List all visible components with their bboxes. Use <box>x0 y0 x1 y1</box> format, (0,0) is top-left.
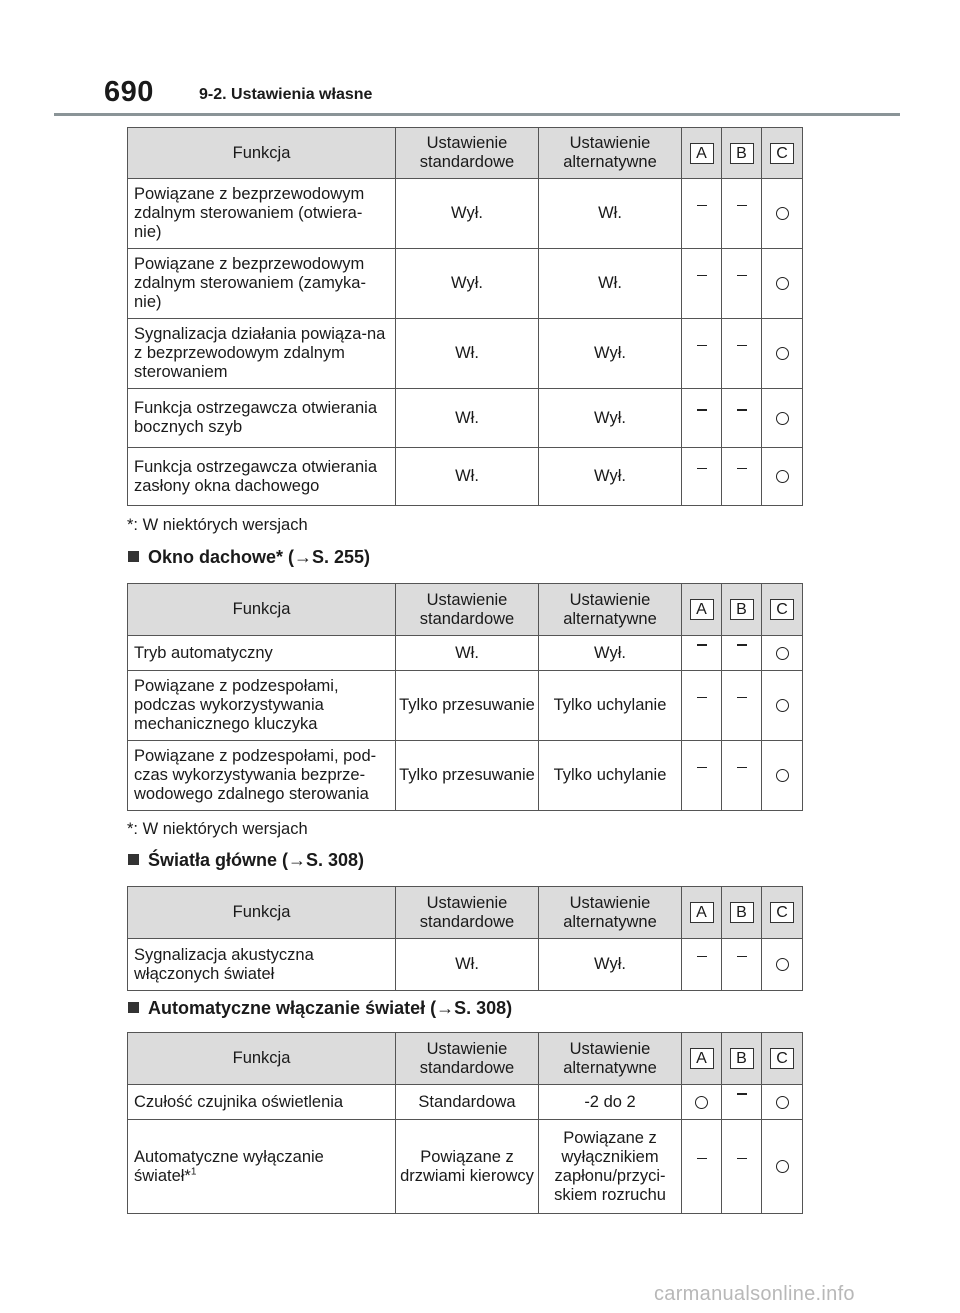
label-a-box: A <box>690 143 714 164</box>
cell-b <box>722 636 762 671</box>
footnote-versions: *: W niektórych wersjach <box>127 516 308 534</box>
col-header-default: Ustawienie standardowe <box>396 128 539 179</box>
col-header-function: Funkcja <box>128 584 396 636</box>
circle-symbol <box>776 1160 789 1173</box>
dash-symbol <box>737 1093 747 1095</box>
cell-c <box>762 671 803 741</box>
table-row <box>128 1120 803 1214</box>
dash-symbol <box>737 767 747 769</box>
header-divider <box>54 113 900 116</box>
cell-a <box>682 636 722 671</box>
cell-a <box>682 1085 722 1120</box>
cell-c <box>762 1120 803 1214</box>
cell-default: Standardowa <box>396 1085 539 1120</box>
cell-a <box>682 249 722 319</box>
cell-b <box>722 671 762 741</box>
cell-alternative: Tylko uchylanie <box>539 671 682 741</box>
circle-symbol <box>776 277 789 290</box>
circle-symbol <box>776 1096 789 1109</box>
heading-text: Okno dachowe* (→S. 255) <box>148 547 371 567</box>
table-header-row <box>128 887 803 939</box>
watermark: carmanualsonline.info <box>654 1283 855 1305</box>
cell-function: Funkcja ostrzegawcza otwierania bocznych szyb <box>128 389 396 448</box>
circle-symbol <box>776 769 789 782</box>
cell-c <box>762 939 803 991</box>
col-header-alternative: Ustawienie alternatywne <box>539 128 682 179</box>
cell-function: Powiązane z podzespołami, podczas wykorzystywania mechanicznego kluczyka <box>128 671 396 741</box>
cell-default: Wł. <box>396 939 539 991</box>
cell-alternative: Powiązane z wyłącznikiem zapłonu/przyci-skiem rozruchu <box>539 1120 682 1214</box>
col-header-function: Funkcja <box>128 1033 396 1085</box>
cell-a <box>682 389 722 448</box>
footnote-marker: 1 <box>190 1166 197 1177</box>
cell-a <box>682 1120 722 1214</box>
page-number: 690 <box>104 76 154 108</box>
square-bullet-icon <box>128 551 139 562</box>
cell-function: Funkcja ostrzegawcza otwierania zasłony okna dachowego <box>128 448 396 506</box>
table-row <box>128 448 803 506</box>
col-header-default: Ustawienie standardowe <box>396 584 539 636</box>
table-header-row <box>128 584 803 636</box>
dash-symbol <box>697 767 707 769</box>
dash-symbol <box>697 956 707 958</box>
col-header-c <box>762 128 803 179</box>
section-heading-sunroof <box>128 547 370 568</box>
heading-text: Automatyczne włączanie świateł (→S. 308) <box>148 998 513 1018</box>
cell-default: Wył. <box>396 249 539 319</box>
section-heading-headlights <box>128 850 364 871</box>
settings-table-keyless <box>127 127 803 506</box>
cell-a <box>682 741 722 811</box>
col-header-alternative: Ustawienie alternatywne <box>539 584 682 636</box>
settings-table-sunroof <box>127 583 803 811</box>
page-header <box>0 0 960 120</box>
settings-table-auto-lights <box>127 1032 803 1214</box>
cell-alternative: Tylko uchylanie <box>539 741 682 811</box>
table-header-row <box>128 1033 803 1085</box>
cell-b <box>722 939 762 991</box>
dash-symbol <box>737 409 747 411</box>
cell-function: Powiązane z bezprzewodowym zdalnym sterowaniem (otwiera-nie) <box>128 179 396 249</box>
col-header-b <box>722 584 762 636</box>
table-row <box>128 389 803 448</box>
label-a-box: A <box>690 599 714 620</box>
cell-b <box>722 179 762 249</box>
cell-c <box>762 249 803 319</box>
cell-c <box>762 636 803 671</box>
dash-symbol <box>737 956 747 958</box>
label-c-box: C <box>770 599 794 620</box>
cell-function: Powiązane z bezprzewodowym zdalnym sterowaniem (zamyka-nie) <box>128 249 396 319</box>
cell-alternative: Wył. <box>539 389 682 448</box>
cell-default: Tylko przesuwanie <box>396 671 539 741</box>
cell-b <box>722 389 762 448</box>
table-row <box>128 249 803 319</box>
square-bullet-icon <box>128 1002 139 1013</box>
cell-b <box>722 1085 762 1120</box>
label-b-box: B <box>730 1048 754 1069</box>
heading-text: Światła główne (→S. 308) <box>148 850 365 870</box>
cell-alternative: Wył. <box>539 319 682 389</box>
cell-b <box>722 319 762 389</box>
circle-symbol <box>776 207 789 220</box>
cell-default: Wł. <box>396 448 539 506</box>
label-c-box: C <box>770 1048 794 1069</box>
dash-symbol <box>697 205 707 207</box>
dash-symbol <box>697 345 707 347</box>
label-a-box: A <box>690 1048 714 1069</box>
col-header-c <box>762 584 803 636</box>
label-c-box: C <box>770 143 794 164</box>
cell-default: Tylko przesuwanie <box>396 741 539 811</box>
col-header-b <box>722 1033 762 1085</box>
dash-symbol <box>697 409 707 411</box>
dash-symbol <box>697 1158 707 1160</box>
cell-function <box>128 1120 396 1214</box>
table-row <box>128 179 803 249</box>
col-header-alternative: Ustawienie alternatywne <box>539 887 682 939</box>
dash-symbol <box>697 468 707 470</box>
circle-symbol <box>695 1096 708 1109</box>
cell-c <box>762 179 803 249</box>
section-heading-auto-lights <box>128 998 512 1019</box>
cell-alternative: Wł. <box>539 179 682 249</box>
dash-symbol <box>737 697 747 699</box>
dash-symbol <box>737 1158 747 1160</box>
dash-symbol <box>697 697 707 699</box>
dash-symbol <box>737 205 747 207</box>
cell-c <box>762 741 803 811</box>
col-header-c <box>762 1033 803 1085</box>
cell-c <box>762 319 803 389</box>
cell-alternative: Wył. <box>539 636 682 671</box>
label-b-box: B <box>730 902 754 923</box>
cell-default: Wł. <box>396 636 539 671</box>
col-header-a <box>682 1033 722 1085</box>
col-header-a <box>682 584 722 636</box>
cell-a <box>682 319 722 389</box>
cell-function: Sygnalizacja akustyczna włączonych świateł <box>128 939 396 991</box>
circle-symbol <box>776 347 789 360</box>
table-row <box>128 1085 803 1120</box>
label-b-box: B <box>730 599 754 620</box>
cell-alternative: Wył. <box>539 939 682 991</box>
col-header-alternative: Ustawienie alternatywne <box>539 1033 682 1085</box>
dash-symbol <box>737 644 747 646</box>
col-header-default: Ustawienie standardowe <box>396 1033 539 1085</box>
cell-alternative: -2 do 2 <box>539 1085 682 1120</box>
cell-function: Sygnalizacja działania powiąza-na z bezprzewodowym zdalnym sterowaniem <box>128 319 396 389</box>
col-header-function: Funkcja <box>128 128 396 179</box>
dash-symbol <box>737 468 747 470</box>
section-title: 9-2. Ustawienia własne <box>199 86 373 103</box>
table-row <box>128 636 803 671</box>
cell-function: Powiązane z podzespołami, pod-czas wykorzystywania bezprze-wodowego zdalnego sterowania <box>128 741 396 811</box>
table-row <box>128 319 803 389</box>
cell-a <box>682 448 722 506</box>
cell-default: Wł. <box>396 389 539 448</box>
cell-c <box>762 1085 803 1120</box>
settings-table-headlights <box>127 886 803 991</box>
col-header-default: Ustawienie standardowe <box>396 887 539 939</box>
cell-b <box>722 448 762 506</box>
cell-function: Czułość czujnika oświetlenia <box>128 1085 396 1120</box>
circle-symbol <box>776 412 789 425</box>
cell-a <box>682 939 722 991</box>
cell-a <box>682 179 722 249</box>
cell-b <box>722 1120 762 1214</box>
col-header-function: Funkcja <box>128 887 396 939</box>
cell-default: Wł. <box>396 319 539 389</box>
circle-symbol <box>776 647 789 660</box>
circle-symbol <box>776 470 789 483</box>
label-a-box: A <box>690 902 714 923</box>
cell-c <box>762 389 803 448</box>
table-row <box>128 741 803 811</box>
table-header-row <box>128 128 803 179</box>
cell-default: Wył. <box>396 179 539 249</box>
dash-symbol <box>737 275 747 277</box>
label-c-box: C <box>770 902 794 923</box>
cell-default: Powiązane z drzwiami kierowcy <box>396 1120 539 1214</box>
cell-alternative: Wył. <box>539 448 682 506</box>
footnote-versions: *: W niektórych wersjach <box>127 820 308 838</box>
circle-symbol <box>776 699 789 712</box>
col-header-c <box>762 887 803 939</box>
col-header-b <box>722 887 762 939</box>
circle-symbol <box>776 958 789 971</box>
cell-function: Tryb automatyczny <box>128 636 396 671</box>
col-header-a <box>682 128 722 179</box>
square-bullet-icon <box>128 854 139 865</box>
dash-symbol <box>737 345 747 347</box>
cell-a <box>682 671 722 741</box>
cell-c <box>762 448 803 506</box>
cell-b <box>722 741 762 811</box>
label-b-box: B <box>730 143 754 164</box>
dash-symbol <box>697 644 707 646</box>
cell-alternative: Wł. <box>539 249 682 319</box>
table-row <box>128 939 803 991</box>
dash-symbol <box>697 275 707 277</box>
table-row <box>128 671 803 741</box>
col-header-b <box>722 128 762 179</box>
cell-b <box>722 249 762 319</box>
function-text: Automatyczne wyłączanie świateł* <box>134 1147 324 1185</box>
col-header-a <box>682 887 722 939</box>
